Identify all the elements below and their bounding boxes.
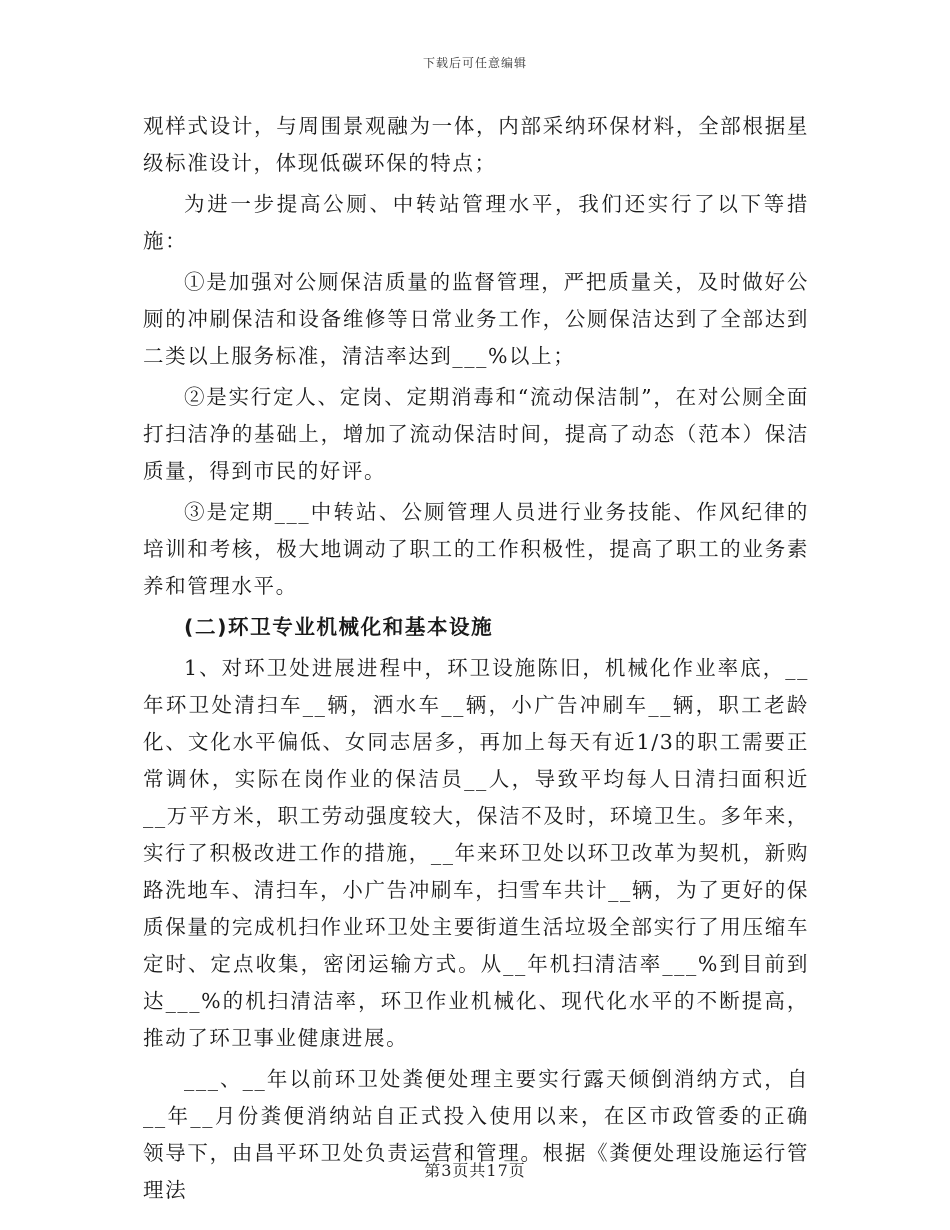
paragraph-measure-1: ①是加强对公厕保洁质量的监督管理，严把质量关，及时做好公厕的冲刷保洁和设备维修等日常业务工作，公厕保洁达到了全部达到二类以上服务标准，清洁率达到___%以上； (143, 270, 809, 368)
paragraph-continued: 观样式设计，与周围景观融为一体，内部采纳环保材料，全部根据星级标准设计，体现低碳环保的特点； (143, 114, 809, 175)
page-number: 第3页共17页 (424, 1161, 526, 1180)
paragraph-measure-3: ③是定期___中转站、公厕管理人员进行业务技能、作风纪律的培训和考核，极大地调动了职工的工作积极性，提高了职工的业务素养和管理水平。 (143, 500, 809, 598)
section-heading: (二)环卫专业机械化和基本设施 (184, 615, 494, 639)
paragraph-excrement-disposal: ___、__年以前环卫处粪便处理主要实行露天倾倒消纳方式，自__年__月份粪便消纳站自正式投入使用以来，在区市政管委的正确领导下，由昌平环卫处负责运营和管理。根据《粪便处理设施运行管理法 (143, 1067, 809, 1202)
page-header: 下载后可任意编辑 (422, 56, 527, 70)
document-body (143, 108, 809, 1213)
paragraph-mechanization: 1、对环卫处进展进程中，环卫设施陈旧，机械化作业率底，__年环卫处清扫车__辆，洒水车__辆，小广告冲刷车__辆，职工老龄化、文化水平偏低、女同志居多，再加上每天有近1/3的职工需要正常调休，实际在岗作业的保洁员__人，导致平均每人日清扫面积近__万平方米，职工劳动强度较大，保洁不及时，环境卫生。多年来，实行了积极改进工作的措施，__年来环卫处以环卫改革为契机，新购路洗地车、清扫车，小广告冲刷车，扫雪车共计__辆，为了更好的保质保量的完成机扫作业环卫处主要街道生活垃圾全部实行了用压缩车定时、定点收集，密闭运输方式。从__年机扫清洁率___%到目前到达___%的机扫清洁率，环卫作业机械化、现代化水平的不断提高，推动了环卫事业健康进展。 (143, 656, 809, 1050)
paragraph-measures-intro: 为进一步提高公厕、中转站管理水平，我们还实行了以下等措施： (143, 192, 809, 253)
paragraph-measure-2: ②是实行定人、定岗、定期消毒和“流动保洁制”，在对公厕全面打扫洁净的基础上，增加了流动保洁时间，提高了动态（范本）保洁质量，得到市民的好评。 (143, 385, 809, 483)
